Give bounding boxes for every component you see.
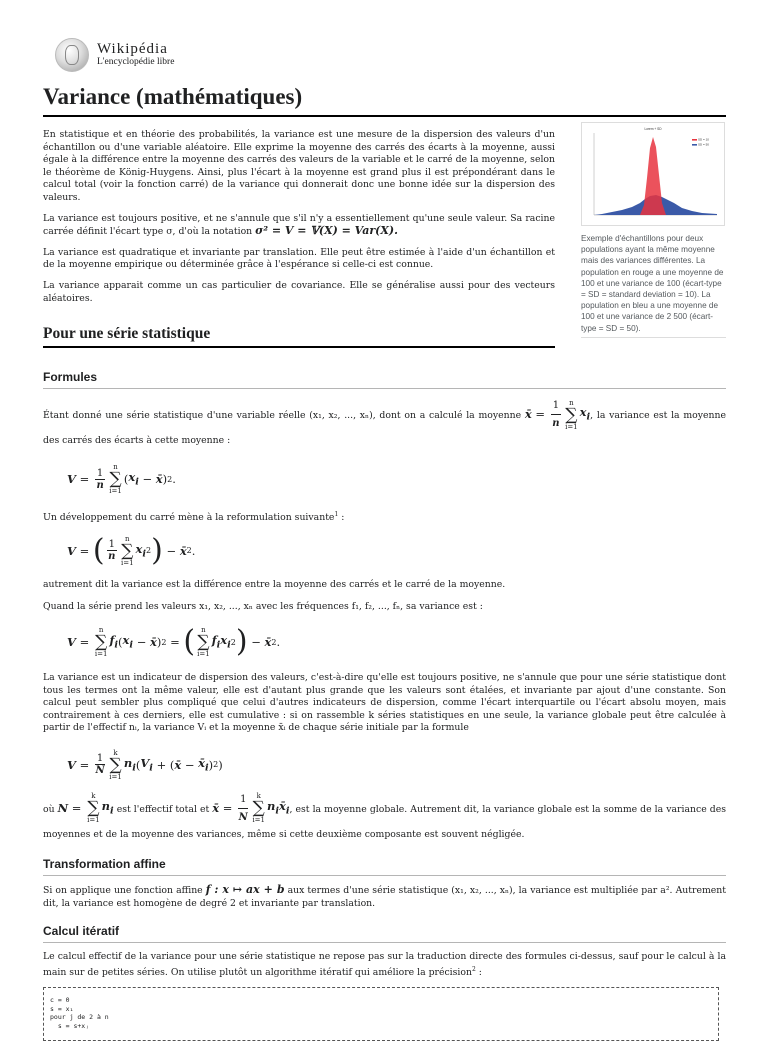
global-variance-formula: V = $\frac{1}{N}$ k ∑ i=1 $n_i$ ( $V_i$ + ( x̄ − $x̄_i$ ) 2 ) <box>67 748 223 781</box>
subsection-affine: Transformation affine <box>43 857 726 876</box>
subsection-formules: Formules <box>43 370 726 389</box>
figure-thumbnail[interactable] <box>581 122 726 338</box>
article <box>43 38 726 1041</box>
legend-blue: SD = 50 <box>698 142 709 147</box>
algorithm-code-block: c = 0 s = x₁ pour j de 2 à n s = s+xⱼ <box>43 987 719 1041</box>
histogram-image[interactable] <box>581 122 725 226</box>
variance-formula: V = $\frac{1}{n}$ n ∑ i=1 ( $x_i$ − x̄ ) 2 . <box>67 463 176 496</box>
formules-intro: Étant donné une série statistique d'une variable réelle (x₁, x₂, ..., xₙ), dont on a calculé la moyenne x̄ = $\frac{1}{n}$ n ∑ i=1 $x_i$ , la variance est la moyenne des carrés des écarts à cette moyenne : <box>43 398 726 447</box>
iteratif-text: Le calcul effectif de la variance pour une série statistique ne repose pas sur la traduction directe des formules ci-dessus, sauf pour le calcul à la main sur de petites séries. On utilise plutôt un algorithme itératif qui améliore la précision$^2$ : <box>43 951 726 978</box>
affine-function-formula: f : x ↦ ax + b <box>205 882 285 896</box>
site-logo[interactable] <box>43 38 726 72</box>
autrement-dit-text: autrement dit la variance est la différence entre la moyenne des carrés et le carré de la moyenne. <box>43 578 506 590</box>
site-tagline: L'encyclopédie libre <box>97 56 175 67</box>
mean-formula: x̄ = $\frac{1}{n}$ n ∑ i=1 $x_i$ <box>524 398 591 431</box>
lead-paragraph-3: La variance est quadratique et invariante par translation. Elle peut être estimée à l'aide d'un échantillon et de la moyenne empirique ou déterminée grâce à l'espérance si celle-ci est connue. <box>43 246 555 271</box>
reference-2[interactable]: 2 <box>471 965 476 973</box>
frequency-text: Quand la série prend les valeurs x₁, x₂, ..., xₙ avec les fréquences f₁, f₂, ..., fₙ, sa variance est : <box>43 601 483 613</box>
legend-red: SD = 10 <box>698 137 709 142</box>
section-title: Pour une série statistique <box>43 325 555 348</box>
lead-paragraph-4: La variance apparait comme un cas particulier de covariance. Elle se généralise aussi pour des vecteurs aléatoires. <box>43 279 555 304</box>
subsection-iteratif: Calcul itératif <box>43 924 726 943</box>
reference-1[interactable]: 1 <box>334 511 339 519</box>
variance-frequency-formula: V = n ∑ i=1 $f_i$ ( $x_i$ − x̄ ) 2 = ( n ∑ i=1 $f_ix_i$ 2 ) − x̄ 2 . <box>67 624 281 659</box>
total-effectif-text: où N = k ∑ i=1 $n_i$ est l'effectif total et x̄ = $\frac{1}{N}$ k ∑ i=1 $n_ix̄_i$ , est la moyenne globale. Autrement dit, la variance globale est la somme de la variance des moyennes et de la moyenne des variances, même si cette deuxième composante est souvent négligée. <box>43 792 726 840</box>
indicator-text: La variance est un indicateur de dispersion des valeurs, c'est-à-dire qu'elle est toujours positive, ne s'annule que pour une série statistique dont tous les termes ont la même valeur, elle est d'autant plus grande que les valeurs sont étalées, et invariante par ajout d'une constante. Son calcul peut sembler plus compliqué que celui d'autres indicateurs de dispersion, comme l'écart interquartile ou l'écart absolu moyen, mais contrairement à ces derniers, elle est cumulative : si on rassemble k séries statistiques en une seule, la variance globale peut être calculée à partir de l'effectif nᵢ, la variance Vᵢ et la moyenne x̄ᵢ de chaque série initiale par la formule <box>43 672 726 734</box>
variance-notation-formula: σ² = V = 𝕍(X) = Var(X). <box>255 224 398 238</box>
development-text: Un développement du carré mène à la reformulation suivante$^1$ : <box>43 511 345 524</box>
wikipedia-globe-icon <box>55 38 89 72</box>
total-effectif-formula: N = k ∑ i=1 $n_i$ <box>57 792 114 825</box>
lead-paragraph-2: La variance est toujours positive, et ne s'annule que s'il n'y a essentiellement qu'une seule valeur. Sa racine carrée définit l'écart type σ, d'où la notation σ² = V = 𝕍(X) = Var(X). <box>43 212 555 238</box>
global-mean-formula: x̄ = $\frac{1}{N}$ k ∑ i=1 $n_ix̄_i$ <box>212 792 290 825</box>
variance-formula-expanded: V = ( $\frac{1}{n}$ n ∑ i=1 $x_i$ 2 ) − x̄ 2 . <box>67 532 196 568</box>
page-title: Variance (mathématiques) <box>43 82 726 117</box>
figure-caption: Exemple d'échantillons pour deux populations ayant la même moyenne mais des variances différentes. La population en rouge a une moyenne de 100 et une variance de 100 (écart-type = SD = standard deviation = 10). La population en bleu a une moyenne de 100 et une variance de 2 500 (écart-type = SD = 50). <box>581 233 726 338</box>
site-name: Wikipédia <box>97 41 168 58</box>
chart-title: Lorem + SD <box>644 127 662 131</box>
lead-paragraph-1: En statistique et en théorie des probabilités, la variance est une mesure de la dispersion des valeurs d'un échantillon ou d'une variable aléatoire. Elle exprime la moyenne des carrés des écarts à la moyenne, aussi égale à la différence entre la moyenne des carrés des valeurs de la variable et le carré de la moyenne, selon le théorème de König-Huygens. Ainsi, plus l'écart à la moyenne est grand plus il est prépondérant dans le calcul total (voir la fonction carré) de la variance qui donnerait donc une bonne idée sur la dispersion des valeurs. <box>43 129 555 203</box>
affine-text: Si on applique une fonction affine f : x ↦ ax + b aux termes d'une série statistique (x₁, x₂, ..., xₙ), la variance est multipliée par a². Autrement dit, la variance est homogène de degré 2 et invariante par translation. <box>43 882 727 909</box>
